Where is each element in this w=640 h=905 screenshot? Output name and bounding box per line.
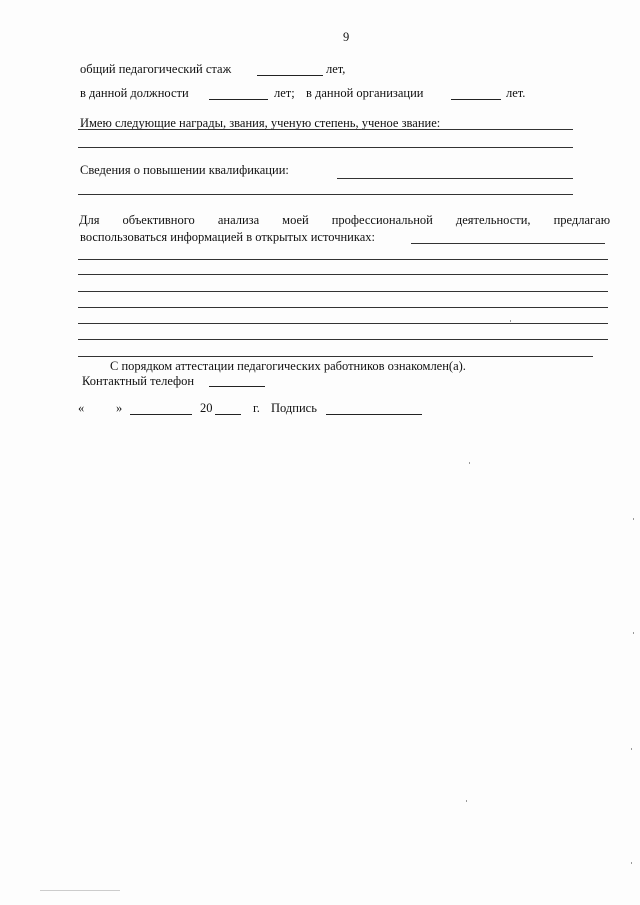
year-field[interactable] [215, 414, 241, 415]
scan-speck [631, 862, 632, 864]
scan-speck [40, 890, 120, 891]
analysis-field-line[interactable] [78, 356, 593, 357]
signature-field[interactable] [326, 414, 422, 415]
total-experience-label: общий педагогический стаж [80, 62, 232, 76]
scan-speck [466, 800, 467, 802]
qualification-field-line[interactable] [78, 194, 573, 195]
analysis-field-line[interactable] [78, 259, 608, 260]
scan-speck [633, 632, 634, 634]
year-suffix: г. [253, 401, 260, 415]
analysis-word: предлагаю [553, 213, 611, 227]
scan-speck [633, 518, 634, 520]
analysis-field-line[interactable] [78, 274, 608, 275]
signature-label: Подпись [271, 401, 317, 415]
qualification-label: Сведения о повышении квалификации: [80, 163, 289, 177]
acknowledgement-text: С порядком аттестации педагогических работников ознакомлен(а). [110, 359, 466, 373]
analysis-field-line[interactable] [411, 243, 605, 244]
date-open-quote: « [78, 401, 85, 415]
analysis-word: профессиональной [331, 213, 433, 227]
analysis-field-line[interactable] [78, 291, 608, 292]
analysis-line-2: воспользоваться информацией в открытых источниках: [80, 230, 376, 244]
position-experience-unit: лет; [274, 86, 295, 100]
date-close-quote: » [116, 401, 123, 415]
analysis-field-line[interactable] [78, 307, 608, 308]
scan-speck [469, 462, 470, 464]
analysis-word: моей [282, 213, 309, 227]
phone-label: Контактный телефон [82, 374, 195, 388]
position-experience-label: в данной должности [80, 86, 189, 100]
total-experience-field[interactable] [257, 75, 323, 76]
awards-label: Имею следующие награды, звания, ученую степень, ученое звание: [80, 116, 441, 130]
year-prefix: 20 [200, 401, 213, 415]
analysis-line-1 [79, 213, 610, 228]
qualification-field-line[interactable] [337, 178, 573, 179]
analysis-word: деятельности, [455, 213, 531, 227]
awards-field-line[interactable] [78, 129, 573, 130]
analysis-field-line[interactable] [78, 339, 608, 340]
phone-field[interactable] [209, 386, 265, 387]
scan-speck [631, 748, 632, 750]
organization-experience-field[interactable] [451, 99, 501, 100]
awards-field-line[interactable] [78, 147, 573, 148]
analysis-field-line[interactable] [78, 323, 608, 324]
page-number: 9 [343, 30, 350, 44]
date-month-field[interactable] [130, 414, 192, 415]
total-experience-unit: лет, [326, 62, 346, 76]
analysis-word: объективного [122, 213, 195, 227]
organization-experience-label: в данной организации [306, 86, 424, 100]
analysis-word: анализа [217, 213, 260, 227]
scan-speck [510, 320, 511, 322]
analysis-word: Для [79, 213, 100, 227]
organization-experience-unit: лет. [506, 86, 526, 100]
position-experience-field[interactable] [209, 99, 268, 100]
